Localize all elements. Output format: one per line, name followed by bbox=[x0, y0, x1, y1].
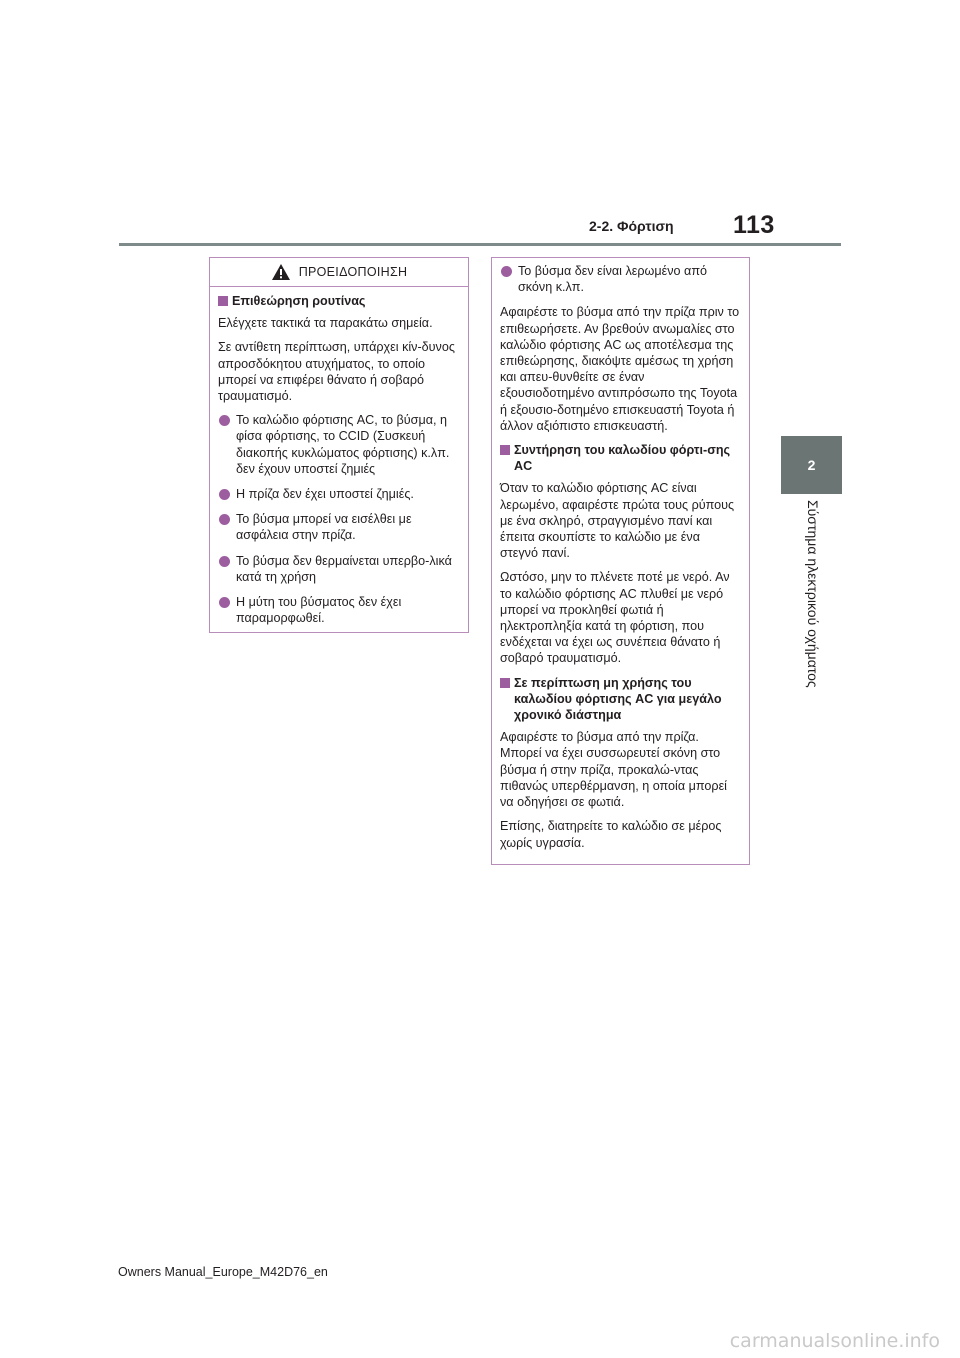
list-item: Η πρίζα δεν έχει υποστεί ζημιές. bbox=[218, 486, 460, 502]
warning-box bbox=[209, 257, 469, 633]
chapter-label-container bbox=[781, 500, 842, 722]
page-number: 113 bbox=[733, 211, 775, 239]
paragraph: Επίσης, διατηρείτε το καλώδιο σε μέρος χωρίς υγρασία. bbox=[500, 819, 722, 850]
list-item: Η μύτη του βύσματος δεν έχει παραμορφωθεί. bbox=[218, 594, 460, 626]
list-item: Το καλώδιο φόρτισης AC, το βύσμα, η φίσα φόρτισης, το CCID (Συσκευή διακοπής κυκλώματος φόρτισης) κ.λπ. δεν έχουν υποστεί ζημιές bbox=[218, 412, 460, 477]
watermark: carmanualsonline.info bbox=[729, 1330, 940, 1352]
chapter-label: Σύστημα ηλεκτρικού οχήματος bbox=[805, 500, 821, 688]
paragraph: Ωστόσο, μην το πλένετε ποτέ με νερό. Αν το καλώδιο φόρτισης AC πλυθεί με νερό μπορεί να προκληθεί φωτιά ή ηλεκτροπληξία κατά τη φόρτιση, που ενδέχεται να έχει ως συνέπεια θάνατο ή σοβαρό τραυματισμό. bbox=[500, 570, 730, 666]
warning-triangle-icon bbox=[271, 263, 291, 281]
section-title: 2-2. Φόρτιση bbox=[589, 218, 674, 234]
list-item: Το βύσμα μπορεί να εισέλθει με ασφάλεια στην πρίζα. bbox=[218, 511, 460, 543]
warning-content bbox=[210, 287, 468, 626]
warning-title: ΠΡΟΕΙΔΟΠΟΙΗΣΗ bbox=[298, 265, 408, 279]
chapter-tab: 2 bbox=[781, 436, 842, 494]
warning-header bbox=[210, 258, 468, 287]
paragraph: Αφαιρέστε το βύσμα από την πρίζα πριν το επιθεωρήσετε. Αν βρεθούν ανωμαλίες στο καλώδιο φόρτισης AC ως αποτέλεσμα της επιθεώρησης, διακόψτε αμέσως τη χρήση και απευ-θυνθείτε σε έναν εξουσιοδοτημένο αντιπρόσωπο της Toyota ή εξουσιο-δοτημένο επισκευαστή Toyota ή άλλον αξιόπιστο επισκευαστή. bbox=[500, 305, 740, 433]
list-item: Το βύσμα δεν είναι λερωμένο από σκόνη κ.λπ. bbox=[500, 263, 741, 295]
paragraph: Όταν το καλώδιο φόρτισης AC είναι λερωμένο, αφαιρέστε πρώτα τους ρύπους με ένα σκληρό, στραγγισμένο πανί και έπειτα σκουπίστε το καλώδιο με ένα στεγνό πανί. bbox=[500, 481, 735, 561]
warning-heading: Επιθεώρηση ρουτίνας bbox=[218, 293, 460, 309]
header-divider bbox=[119, 243, 841, 246]
paragraph: Αφαιρέστε το βύσμα από την πρίζα. Μπορεί να έχει συσσωρευτεί σκόνη στο βύσμα ή στην πρίζα, προκαλώ-ντας πιθανώς υπερθέρμανση, η οποία μπορεί να οδηγήσει σε φωτιά. bbox=[500, 730, 727, 810]
storage-heading: Σε περίπτωση μη χρήσης του καλωδίου φόρτισης AC για μεγάλο χρονικό διάστημα bbox=[500, 675, 741, 724]
footer-text: Owners Manual_Europe_M42D76_en bbox=[118, 1265, 328, 1279]
warning-paragraph: Σε αντίθετη περίπτωση, υπάρχει κίν-δυνος απροσδόκητου ατυχήματος, το οποίο μπορεί να επιφέρει θάνατο ή σοβαρό τραυματισμό. bbox=[218, 340, 455, 404]
warning-continuation-box bbox=[491, 257, 750, 865]
continuation-content bbox=[492, 258, 749, 851]
warning-paragraph: Ελέγχετε τακτικά τα παρακάτω σημεία. bbox=[218, 316, 433, 331]
list-item: Το βύσμα δεν θερμαίνεται υπερβο-λικά κατά τη χρήση bbox=[218, 553, 460, 585]
maintenance-heading: Συντήρηση του καλωδίου φόρτι-σης AC bbox=[500, 442, 741, 474]
